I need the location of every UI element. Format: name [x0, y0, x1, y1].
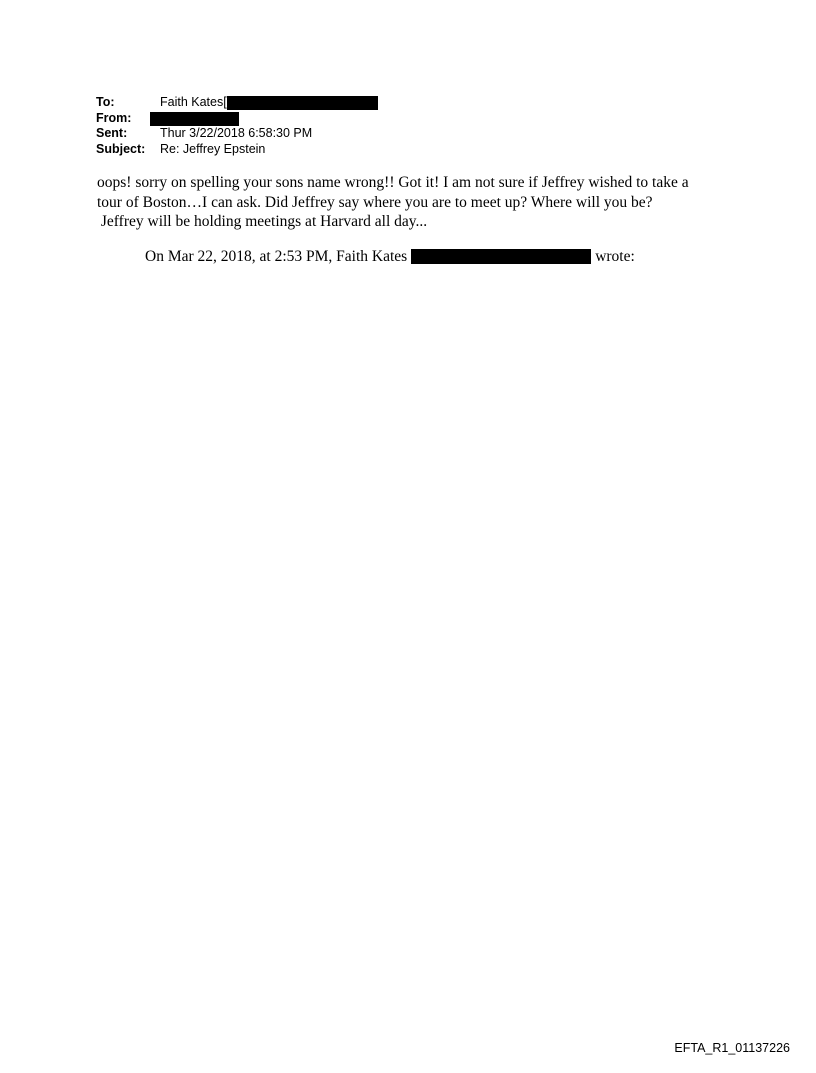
- body-line: oops! sorry on spelling your sons name wrong!! Got it! I am not sure if Jeffrey wished to take a: [97, 174, 689, 191]
- to-value: [160, 95, 378, 111]
- sent-label: Sent:: [96, 126, 128, 140]
- quote-prefix: On Mar 22, 2018, at 2:53 PM, Faith Kates: [145, 248, 408, 265]
- sent-value: Thur 3/22/2018 6:58:30 PM: [160, 126, 313, 140]
- subject-value: Re: Jeffrey Epstein: [160, 141, 266, 156]
- body-line: tour of Boston…I can ask. Did Jeffrey say where you are to meet up? Where will you be?: [97, 193, 653, 211]
- from-label: From:: [96, 110, 132, 125]
- to-name: Faith Kates[: [160, 95, 227, 109]
- to-label: To:: [96, 95, 115, 109]
- email-body: [97, 173, 737, 232]
- quoted-reply-header: [145, 247, 635, 266]
- redaction-block: [150, 112, 239, 126]
- quote-suffix: wrote:: [595, 248, 635, 265]
- redaction-block: [411, 249, 591, 264]
- body-line: Jeffrey will be holding meetings at Harvard all day...: [97, 213, 428, 230]
- document-id: EFTA_R1_01137226: [674, 1041, 790, 1055]
- redaction-block: [227, 96, 378, 110]
- subject-label: Subject:: [96, 141, 146, 156]
